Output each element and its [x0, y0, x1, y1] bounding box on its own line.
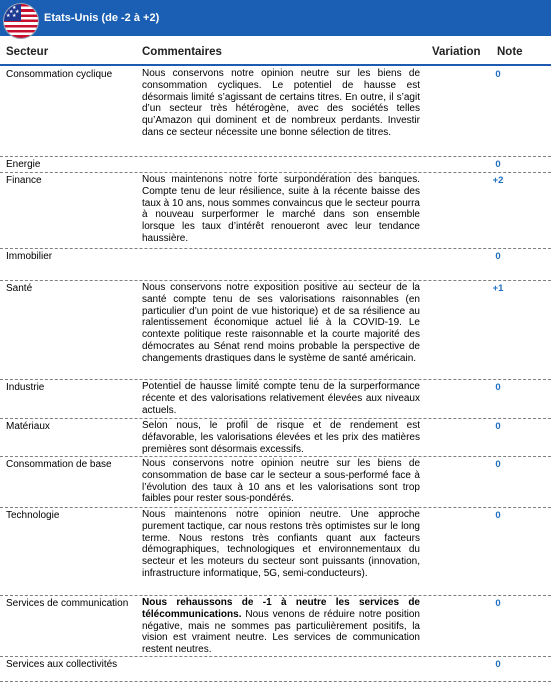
sector-comment: Nous conservons notre opinion neutre sur les biens de consommation de base car le secteur a sous-performé face à l’évolution des taux à 10 ans et les valorisations sont trop faibles pour rester sous-pondérés.: [142, 458, 420, 505]
sector-note: 0: [495, 251, 501, 262]
header-note: Note: [497, 46, 523, 58]
sector-name: Immobilier: [6, 251, 53, 262]
sector-name: Energie: [6, 159, 41, 170]
sector-name: Consommation de base: [6, 459, 112, 470]
sector-note: +1: [492, 283, 504, 294]
sector-comment: Nous conservons notre exposition positive au secteur de la santé compte tenu de ses valorisations raisonnables (en particulier d’un point de vue historique) et de sa résilience au ralentissement économique actuel lié à la COVID-19. Le contexte politique reste raisonnable et la courte majorité des démocrates au Sénat rend moins probable la perspective de changements drastiques dans le système de santé américain.: [142, 282, 420, 364]
sector-comment: Nous rehaussons de -1 à neutre les services de télécommunications. Nous venons de réduire notre position négative, mais ne sommes pas particulièrement positifs, la vision est vraiment neutre. Les services de communication restent neutres.: [142, 597, 420, 656]
header-divider: [0, 64, 551, 66]
sector-note: 0: [495, 421, 501, 432]
sector-name: Matériaux: [6, 421, 50, 432]
table-row: [0, 281, 551, 380]
sector-comment: Nous maintenons notre opinion neutre. Une approche purement tactique, car nous restons très optimistes sur le long terme. Nous restons très confiants quant aux facteurs démographiques, technologiques et environnementaux du secteur et les moteurs du secteur sont puissants (innovation, infrastructure informatique, 5G, semi-conducteurs).: [142, 509, 420, 579]
table-row: [0, 67, 551, 157]
sector-note: 0: [495, 69, 501, 80]
sector-note: 0: [495, 159, 501, 170]
sector-note: 0: [495, 459, 501, 470]
header-variation: Variation: [432, 46, 481, 58]
sector-name: Industrie: [6, 382, 45, 393]
sector-note: 0: [495, 659, 501, 670]
sector-name: Consommation cyclique: [6, 69, 113, 80]
header-sector: Secteur: [6, 46, 49, 58]
table-row: [0, 173, 551, 249]
sector-name: Services de communication: [6, 598, 129, 609]
table-row: [0, 419, 551, 457]
sector-comment: Selon nous, le profil de risque et de rendement est défavorable, les valorisations élevées et les prix des matières premières sont désormais excessifs.: [142, 420, 420, 455]
table-row: [0, 508, 551, 596]
flag-canton: ★ ★ ★ ★ ★ ★: [6, 5, 20, 19]
table-row: [0, 596, 551, 657]
sector-name: Technologie: [6, 510, 60, 521]
us-flag-icon: [3, 3, 39, 39]
table-header: [0, 44, 551, 64]
sector-name: Services aux collectivités: [6, 659, 118, 670]
sector-comment: Nous maintenons notre forte surpondération des banques. Compte tenu de leur résilience, suite à la récente baisse des taux à 10 ans, nous sommes convaincus que le secteur pourra à nouveau surperformer le marché dans son ensemble lorsque les taux d’intérêt renoueront avec leur tendance haussière.: [142, 174, 420, 244]
sector-note: 0: [495, 382, 501, 393]
sector-name: Finance: [6, 175, 42, 186]
sector-note: 0: [495, 598, 501, 609]
sector-comment: Nous conservons notre opinion neutre sur les biens de consommation cycliques. Le potentiel de hausse est désormais limité s’agissant de certains titres. En outre, il s’agit d’un secteur très hétérogène, avec des sociétés telles qu’Amazon qui dominent et de nombreux perdants. Investir dans ce secteur nécessite une bonne sélection de titres.: [142, 68, 420, 138]
header-comments: Commentaires: [142, 46, 222, 58]
region-banner: [0, 0, 551, 36]
table-row: [0, 249, 551, 281]
table-row: [0, 380, 551, 419]
table-row: [0, 157, 551, 173]
banner-title: Etats-Unis (de -2 à +2): [44, 12, 160, 24]
sector-note: +2: [492, 175, 504, 186]
sector-comment: Potentiel de hausse limité compte tenu de la surperformance récente et des valorisations relativement élevées aux niveaux actuels.: [142, 381, 420, 416]
table-row: [0, 457, 551, 508]
sector-name: Santé: [6, 283, 33, 294]
sector-note: 0: [495, 510, 501, 521]
table-row: [0, 657, 551, 682]
